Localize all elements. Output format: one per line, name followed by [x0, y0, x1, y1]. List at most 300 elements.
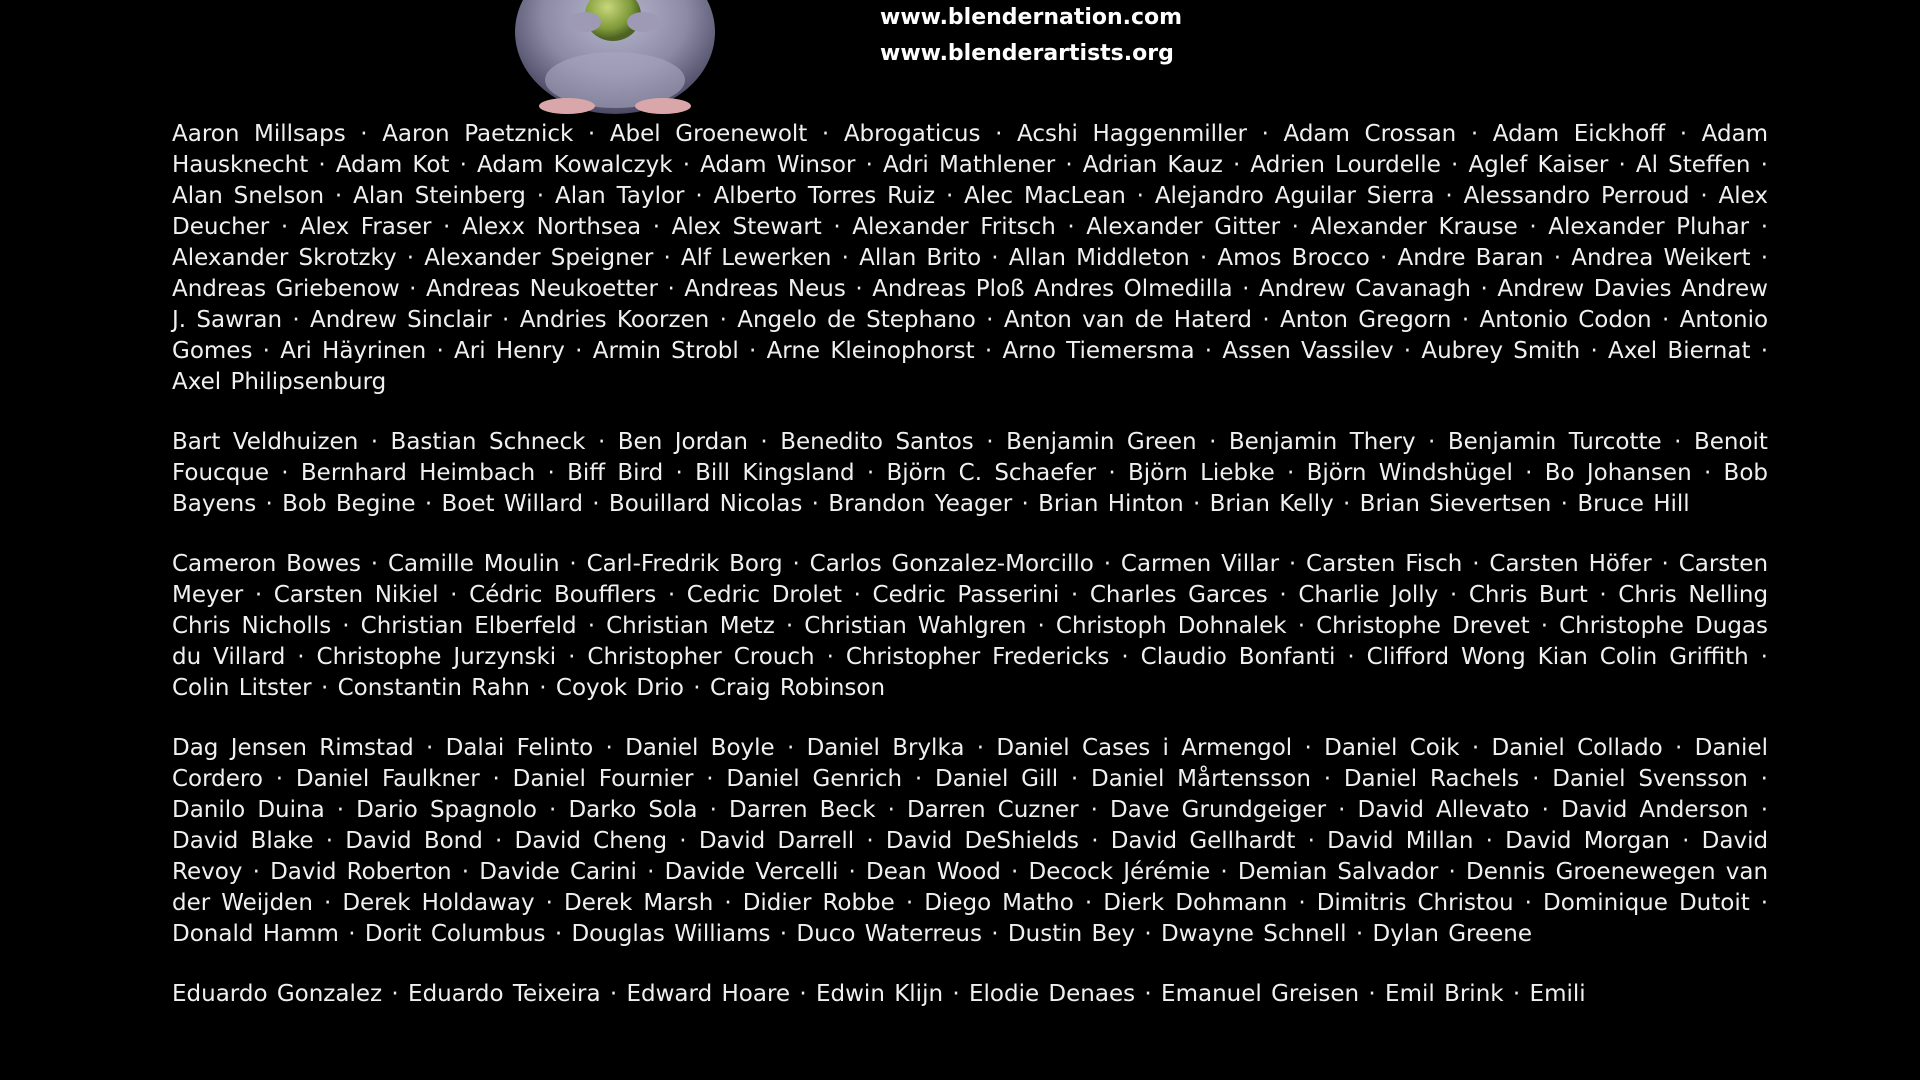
- name-separator: ·: [1274, 460, 1307, 486]
- credit-name: Edward Hoare: [626, 981, 791, 1007]
- credit-name: Davide Carini: [479, 859, 637, 885]
- credit-name: Adam Winsor: [700, 152, 856, 178]
- credit-name: Douglas Williams: [571, 921, 771, 947]
- name-separator: ·: [1279, 551, 1307, 577]
- name-separator: ·: [1232, 276, 1259, 302]
- credit-name: Chris Burt: [1468, 582, 1588, 608]
- name-separator: ·: [981, 245, 1009, 271]
- name-separator: ·: [935, 183, 965, 209]
- credit-name: Eduardo Teixeira: [408, 981, 601, 1007]
- name-separator: ·: [1210, 859, 1238, 885]
- credit-name: Christophe Jurzynski: [316, 644, 557, 670]
- name-separator: ·: [981, 921, 1008, 947]
- name-separator: ·: [1310, 766, 1344, 792]
- credit-name: Davide Vercelli: [664, 859, 839, 885]
- credit-name: Bouillard Nicolas: [608, 491, 803, 517]
- name-separator: ·: [1689, 183, 1719, 209]
- credit-name: Daniel Svensson: [1552, 766, 1748, 792]
- name-separator: ·: [451, 859, 480, 885]
- credit-name: David Cheng: [514, 828, 668, 854]
- name-separator: ·: [1665, 121, 1702, 147]
- credit-name: David Darrell: [698, 828, 855, 854]
- credit-name: Axel Philipsenburg: [172, 369, 387, 395]
- name-separator: ·: [697, 797, 730, 823]
- name-separator: ·: [242, 859, 271, 885]
- name-separator: ·: [1691, 460, 1724, 486]
- credit-name: Acshi Haggenmiller: [1016, 121, 1247, 147]
- credit-name: Andre Baran: [1397, 245, 1544, 271]
- credit-name: Emili: [1529, 981, 1586, 1007]
- credit-name: Daniel Mårtensson: [1091, 766, 1311, 792]
- name-separator: ·: [449, 152, 478, 178]
- credit-name: Dave Grundgeiger: [1110, 797, 1327, 823]
- name-separator: ·: [576, 613, 607, 639]
- name-separator: ·: [1359, 981, 1386, 1007]
- name-separator: ·: [1012, 491, 1039, 517]
- name-separator: ·: [1055, 152, 1083, 178]
- name-separator: ·: [802, 491, 829, 517]
- name-separator: ·: [1026, 613, 1056, 639]
- credit-name: Benjamin Turcotte: [1447, 429, 1662, 455]
- credit-name: Christian Elberfeld: [360, 613, 577, 639]
- name-separator: ·: [1059, 582, 1090, 608]
- name-separator: ·: [479, 766, 513, 792]
- credit-name: Dustin Bey: [1007, 921, 1136, 947]
- name-separator: ·: [256, 491, 283, 517]
- credit-name: Carsten Fisch: [1306, 551, 1463, 577]
- name-separator: ·: [1438, 582, 1469, 608]
- credit-name: Darren Beck: [729, 797, 876, 823]
- credit-name: Dag Jensen Rimstad: [172, 735, 414, 761]
- name-separator: ·: [964, 735, 997, 761]
- name-separator: ·: [482, 828, 515, 854]
- credit-name: Assen Vassilev: [1222, 338, 1394, 364]
- credit-name: Alec MacLean: [964, 183, 1126, 209]
- name-separator: ·: [684, 675, 710, 701]
- name-separator: ·: [585, 429, 618, 455]
- name-separator: ·: [1079, 828, 1111, 854]
- credit-name: Boet Willard: [441, 491, 583, 517]
- credit-name: Clifford Wong Kian Colin Griffith: [1366, 644, 1749, 670]
- credit-name: Aaron Millsaps: [172, 121, 346, 147]
- credit-name: Eduardo Gonzalez: [172, 981, 383, 1007]
- url-blendernation: www.blendernation.com: [880, 5, 1183, 30]
- credit-name: Alex Deucher: [172, 183, 1768, 240]
- name-separator: ·: [774, 613, 805, 639]
- name-separator: ·: [854, 460, 887, 486]
- credit-name: Emil Brink: [1385, 981, 1504, 1007]
- name-separator: ·: [1196, 429, 1229, 455]
- name-separator: ·: [1651, 551, 1679, 577]
- credit-name: Cameron Bowes: [172, 551, 361, 577]
- credit-name: Daniel Boyle: [625, 735, 775, 761]
- name-separator: ·: [1346, 921, 1373, 947]
- name-separator: ·: [285, 644, 317, 670]
- name-separator: ·: [312, 890, 343, 916]
- name-separator: ·: [1747, 766, 1768, 792]
- name-separator: ·: [838, 859, 867, 885]
- credits-paragraph-c: [172, 549, 1768, 704]
- name-separator: ·: [845, 276, 873, 302]
- credit-name: Demian Salvador: [1237, 859, 1439, 885]
- credit-name: Carsten Meyer: [172, 551, 1769, 608]
- name-separator: ·: [1393, 338, 1422, 364]
- name-separator: ·: [399, 276, 427, 302]
- credit-name: Adri Mathlener: [883, 152, 1056, 178]
- name-separator: ·: [311, 675, 338, 701]
- credit-name: Charles Garces: [1089, 582, 1268, 608]
- credit-name: Bill Kingsland: [695, 460, 855, 486]
- credit-name: Dean Wood: [866, 859, 1001, 885]
- name-separator: ·: [1135, 921, 1161, 947]
- name-separator: ·: [269, 214, 300, 240]
- name-separator: ·: [545, 921, 572, 947]
- name-separator: ·: [535, 460, 568, 486]
- credit-name: Björn Liebke: [1127, 460, 1275, 486]
- credits-paragraph-d: [172, 733, 1768, 950]
- name-separator: ·: [1471, 276, 1498, 302]
- name-separator: ·: [975, 307, 1004, 333]
- credit-name: Adam Hausknecht: [172, 121, 1769, 178]
- name-separator: ·: [1267, 582, 1299, 608]
- name-separator: ·: [415, 491, 442, 517]
- name-separator: ·: [841, 582, 873, 608]
- name-separator: ·: [1529, 797, 1561, 823]
- name-separator: ·: [684, 183, 714, 209]
- credit-name: Alf Lewerken: [680, 245, 832, 271]
- name-separator: ·: [1608, 152, 1636, 178]
- name-separator: ·: [529, 675, 556, 701]
- name-separator: ·: [1473, 828, 1506, 854]
- credit-name: Claudio Bonfanti: [1140, 644, 1336, 670]
- credits-paragraph-e: [172, 979, 1768, 1010]
- credit-name: Dorit Columbus: [364, 921, 546, 947]
- name-separator: ·: [382, 981, 409, 1007]
- name-separator: ·: [559, 551, 587, 577]
- credit-name: Cedric Passerini: [872, 582, 1060, 608]
- credit-name: Emanuel Greisen: [1161, 981, 1360, 1007]
- name-separator: ·: [974, 338, 1003, 364]
- credit-name: Adrian Kauz: [1082, 152, 1223, 178]
- credit-name: Abel Groenewolt: [609, 121, 808, 147]
- credit-name: Adrien Lourdelle: [1250, 152, 1441, 178]
- credit-name: Christopher Crouch: [587, 644, 815, 670]
- credit-name: Bastian Schneck: [390, 429, 586, 455]
- credit-name: Dwayne Schnell: [1160, 921, 1347, 947]
- credit-name: Daniel Cordero: [172, 735, 1768, 792]
- name-separator: ·: [338, 921, 365, 947]
- name-separator: ·: [1096, 460, 1128, 486]
- credit-name: David Blake: [172, 828, 314, 854]
- name-separator: ·: [1651, 307, 1680, 333]
- name-separator: ·: [243, 582, 274, 608]
- name-separator: ·: [807, 121, 844, 147]
- name-separator: ·: [1669, 828, 1702, 854]
- name-separator: ·: [1434, 183, 1464, 209]
- name-separator: ·: [1551, 491, 1578, 517]
- name-separator: ·: [782, 551, 810, 577]
- credit-name: Alexander Fritsch: [852, 214, 1056, 240]
- credit-name: Benjamin Green: [1006, 429, 1197, 455]
- name-separator: ·: [738, 338, 767, 364]
- name-separator: ·: [641, 214, 672, 240]
- name-separator: ·: [396, 245, 425, 271]
- name-separator: ·: [1580, 338, 1609, 364]
- name-separator: ·: [1252, 307, 1280, 333]
- credit-name: Anton Gregorn: [1279, 307, 1452, 333]
- credit-name: Adam Kowalczyk: [477, 152, 673, 178]
- credit-name: Adam Crossan: [1283, 121, 1457, 147]
- credit-name: Andreas Ploß Andres Olmedilla: [872, 276, 1233, 302]
- credit-name: Craig Robinson: [709, 675, 886, 701]
- credit-name: Andrew Sinclair: [310, 307, 492, 333]
- name-separator: ·: [1183, 491, 1210, 517]
- name-separator: ·: [1055, 214, 1087, 240]
- credit-name: Alejandro Aguilar Sierra: [1154, 183, 1435, 209]
- credit-name: Bernhard Heimbach: [300, 460, 536, 486]
- name-separator: ·: [663, 460, 696, 486]
- credit-name: Andreas Neus: [684, 276, 846, 302]
- name-separator: ·: [438, 582, 470, 608]
- credit-name: Alan Snelson: [172, 183, 325, 209]
- credit-name: Ari Henry: [454, 338, 565, 364]
- credit-name: Angelo de Stephano: [737, 307, 976, 333]
- credit-name: Alexander Krause: [1310, 214, 1518, 240]
- credit-name: David Allevato: [1357, 797, 1530, 823]
- credit-name: Daniel Faulkner: [295, 766, 480, 792]
- name-separator: ·: [1109, 644, 1141, 670]
- credit-name: Antonio Gomes: [172, 307, 1769, 364]
- name-separator: ·: [821, 214, 853, 240]
- name-separator: ·: [1287, 890, 1317, 916]
- name-separator: ·: [875, 797, 908, 823]
- name-separator: ·: [1748, 797, 1769, 823]
- credit-name: Bob Bayens: [172, 460, 1768, 517]
- credit-name: Alan Taylor: [554, 183, 685, 209]
- credit-name: Christopher Fredericks: [845, 644, 1110, 670]
- credit-name: Carlos Gonzalez-Morcillo: [809, 551, 1094, 577]
- credit-name: David Revoy: [172, 828, 1769, 885]
- name-separator: ·: [1194, 338, 1223, 364]
- name-separator: ·: [525, 183, 555, 209]
- name-separator: ·: [1000, 859, 1029, 885]
- credit-name: Alessandro Perroud: [1463, 183, 1690, 209]
- credit-name: Darko Sola: [568, 797, 698, 823]
- credit-name: Duco Waterreus: [796, 921, 982, 947]
- credit-name: Anton van de Haterd: [1003, 307, 1253, 333]
- credit-name: Constantin Rahn: [337, 675, 530, 701]
- credit-name: David Anderson: [1560, 797, 1749, 823]
- credit-name: Decock Jérémie: [1028, 859, 1211, 885]
- credit-name: Arne Kleinophorst: [766, 338, 975, 364]
- credit-name: Andrew Cavanagh: [1258, 276, 1471, 302]
- name-separator: ·: [491, 307, 520, 333]
- name-separator: ·: [1369, 245, 1398, 271]
- name-separator: ·: [345, 121, 383, 147]
- credit-name: Bart Veldhuizen: [172, 429, 359, 455]
- name-separator: ·: [657, 276, 685, 302]
- name-separator: ·: [747, 429, 781, 455]
- name-separator: ·: [854, 828, 886, 854]
- credits-paragraph-a: [172, 119, 1768, 398]
- name-separator: ·: [573, 121, 610, 147]
- credit-name: Darren Cuzner: [907, 797, 1079, 823]
- name-separator: ·: [1750, 245, 1769, 271]
- credit-name: Alexander Speigner: [424, 245, 654, 271]
- name-separator: ·: [1415, 429, 1448, 455]
- name-separator: ·: [980, 121, 1017, 147]
- credits-paragraph-b: [172, 427, 1768, 520]
- credit-name: Allan Middleton: [1008, 245, 1190, 271]
- credit-name: Alberto Torres Ruiz: [713, 183, 936, 209]
- name-separator: ·: [360, 551, 388, 577]
- credit-name: Adam Eickhoff: [1492, 121, 1666, 147]
- url-blenderartists: www.blenderartists.org: [880, 41, 1174, 66]
- name-separator: ·: [1333, 491, 1360, 517]
- credit-name: Benedito Santos: [780, 429, 974, 455]
- name-separator: ·: [1543, 245, 1572, 271]
- credit-name: Axel Biernat: [1608, 338, 1751, 364]
- name-separator: ·: [1749, 214, 1769, 240]
- name-separator: ·: [1286, 613, 1317, 639]
- name-separator: ·: [1459, 735, 1492, 761]
- credit-name: Daniel Rachels: [1343, 766, 1520, 792]
- name-separator: ·: [1512, 460, 1545, 486]
- credit-name: Christian Wahlgren: [804, 613, 1027, 639]
- name-separator: ·: [282, 307, 311, 333]
- name-separator: ·: [814, 644, 846, 670]
- credit-name: Aaron Paetznick: [382, 121, 574, 147]
- name-separator: ·: [431, 214, 462, 240]
- credit-name: Diego Matho: [924, 890, 1074, 916]
- credit-name: Björn C. Schaefer: [886, 460, 1097, 486]
- credit-name: Allan Brito: [859, 245, 982, 271]
- name-separator: ·: [1662, 735, 1695, 761]
- credit-name: Daniel Coik: [1324, 735, 1460, 761]
- name-separator: ·: [536, 797, 569, 823]
- credit-name: Dierk Dohmann: [1103, 890, 1288, 916]
- credit-name: Brian Kelly: [1209, 491, 1334, 517]
- name-separator: ·: [1438, 859, 1467, 885]
- name-separator: ·: [790, 981, 816, 1007]
- name-separator: ·: [1440, 152, 1469, 178]
- name-separator: ·: [693, 766, 727, 792]
- credit-name: Daniel Gill: [935, 766, 1059, 792]
- credit-name: Derek Marsh: [564, 890, 714, 916]
- name-separator: ·: [1058, 766, 1092, 792]
- name-separator: ·: [1222, 152, 1251, 178]
- name-separator: ·: [1462, 551, 1490, 577]
- credit-name: Dario Spagnolo: [356, 797, 537, 823]
- name-separator: ·: [252, 338, 281, 364]
- credit-name: Alexx Northsea: [461, 214, 642, 240]
- name-separator: ·: [308, 152, 336, 178]
- name-separator: ·: [774, 735, 807, 761]
- name-separator: ·: [1750, 338, 1769, 364]
- credit-name: Andreas Neukoetter: [426, 276, 658, 302]
- credit-name: Bo Johansen: [1544, 460, 1692, 486]
- name-separator: ·: [262, 766, 296, 792]
- credit-name: David DeShields: [885, 828, 1080, 854]
- credit-name: Carsten Nikiel: [273, 582, 439, 608]
- credit-name: Benjamin Thery: [1228, 429, 1416, 455]
- credit-name: Al Steffen: [1635, 152, 1751, 178]
- credit-name: Elodie Denaes: [968, 981, 1136, 1007]
- name-separator: ·: [656, 582, 687, 608]
- name-separator: ·: [1093, 551, 1121, 577]
- name-separator: ·: [1748, 644, 1768, 670]
- credit-name: Daniel Fournier: [512, 766, 694, 792]
- credit-name: Daniel Brylka: [806, 735, 965, 761]
- name-separator: ·: [1750, 152, 1768, 178]
- credit-name: Christian Metz: [606, 613, 775, 639]
- credit-name: Christophe Drevet: [1316, 613, 1530, 639]
- credit-name: Alex Stewart: [671, 214, 822, 240]
- name-separator: ·: [269, 460, 301, 486]
- name-separator: ·: [593, 735, 626, 761]
- credit-name: Amos Brocco: [1217, 245, 1370, 271]
- credit-name: Adam Kot: [335, 152, 450, 178]
- credit-name: Ari Häyrinen: [280, 338, 427, 364]
- name-separator: ·: [667, 828, 699, 854]
- name-separator: ·: [709, 307, 738, 333]
- credit-name: Andries Koorzen: [519, 307, 710, 333]
- name-separator: ·: [831, 245, 860, 271]
- credit-name: Biff Bird: [567, 460, 664, 486]
- credit-name: Charlie Jolly: [1298, 582, 1439, 608]
- credit-name: David Morgan: [1505, 828, 1670, 854]
- credit-name: Abrogaticus: [843, 121, 981, 147]
- name-separator: ·: [1125, 183, 1155, 209]
- credit-name: Arno Tiemersma: [1002, 338, 1195, 364]
- credit-name: Didier Robbe: [742, 890, 895, 916]
- name-separator: ·: [564, 338, 593, 364]
- credit-name: Aubrey Smith: [1421, 338, 1581, 364]
- credit-name: Benoit Foucque: [172, 429, 1768, 486]
- name-separator: ·: [855, 152, 884, 178]
- name-separator: ·: [1529, 613, 1560, 639]
- name-separator: ·: [358, 429, 391, 455]
- credit-name: Danilo Duina: [172, 797, 325, 823]
- credit-name: Andrew Davies Andrew J. Sawran: [172, 276, 1768, 333]
- credit-name: Daniel Collado: [1491, 735, 1663, 761]
- name-separator: ·: [1519, 766, 1553, 792]
- credit-name: Alan Steinberg: [353, 183, 526, 209]
- name-separator: ·: [1292, 735, 1325, 761]
- bunny-character-image: [505, 0, 725, 120]
- credit-name: Edwin Klijn: [815, 981, 944, 1007]
- credit-name: Antonio Codon: [1479, 307, 1652, 333]
- name-separator: ·: [1295, 828, 1328, 854]
- name-separator: ·: [636, 859, 665, 885]
- name-separator: ·: [313, 828, 346, 854]
- name-separator: ·: [1326, 797, 1358, 823]
- credit-name: Alex Fraser: [299, 214, 432, 240]
- credit-name: David Millan: [1327, 828, 1474, 854]
- credit-name: Christoph Dohnalek: [1055, 613, 1287, 639]
- credit-name: Andrea Weikert: [1571, 245, 1751, 271]
- name-separator: ·: [1189, 245, 1218, 271]
- name-separator: ·: [1503, 981, 1530, 1007]
- name-separator: ·: [413, 735, 446, 761]
- credit-name: Daniel Cases i Armengol: [996, 735, 1293, 761]
- credits-list: [172, 119, 1768, 1039]
- credit-name: Colin Litster: [172, 675, 312, 701]
- credit-name: Donald Hamm: [172, 921, 339, 947]
- credit-name: Brian Hinton: [1038, 491, 1184, 517]
- credit-name: Alexander Gitter: [1086, 214, 1281, 240]
- credit-name: Carl-Fredrik Borg: [586, 551, 783, 577]
